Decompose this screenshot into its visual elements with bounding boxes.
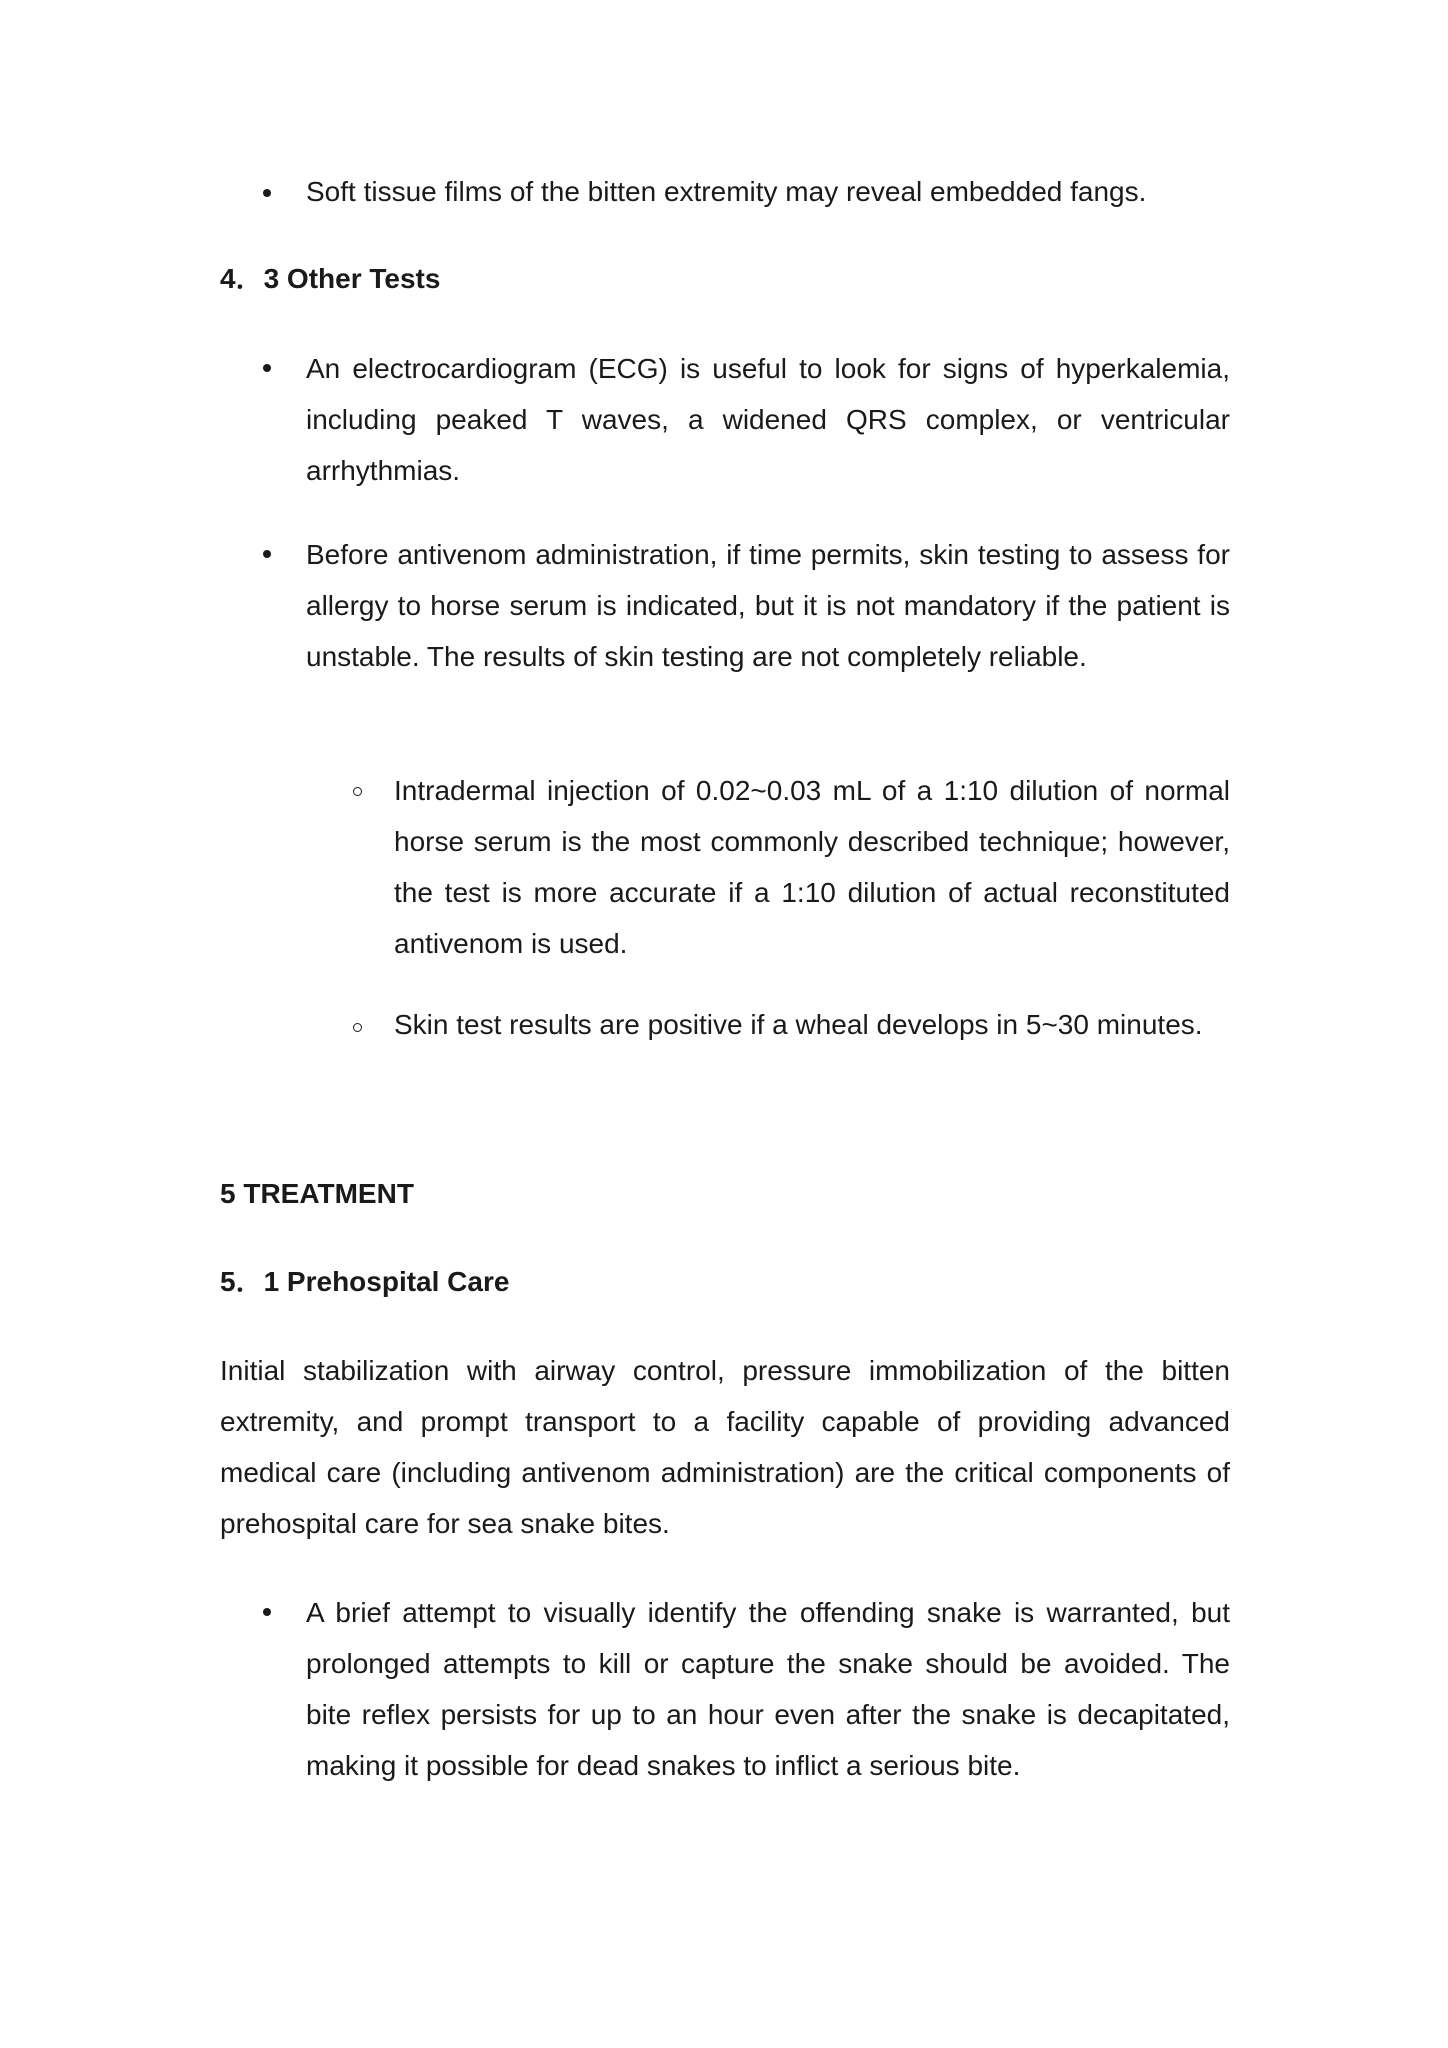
bullet-marker <box>263 364 271 372</box>
sub-bullet-positive-text: Skin test results are positive if a wheal develops in 5~30 minutes. <box>394 1009 1203 1040</box>
bullet-identify-snake-text: A brief attempt to visually identify the offending snake is warranted, but prolonged attempts to kill or capture the snake should be avoided. The bite reflex persists for up to an hour even after the snake is decapitated, making it possible for dead snakes to inflict a serious bite. <box>306 1597 1230 1781</box>
prehospital-care-paragraph: Initial stabilization with airway control, pressure immobilization of the bitten extremity, and prompt transport to a facility capable of providing advanced medical care (including antivenom administration) are the critical components of prehospital care for sea snake bites. <box>220 1355 1230 1539</box>
sub-bullet-intradermal-text: Intradermal injection of 0.02~0.03 mL of a 1:10 dilution of normal horse serum is the most commonly described technique; however, the test is more accurate if a 1:10 dilution of actual reconstituted antivenom is used. <box>394 775 1230 959</box>
bullet-ecg-text: An electrocardiogram (ECG) is useful to look for signs of hyperkalemia, including peaked T waves, a widened QRS complex, or ventricular arrhythmias. <box>306 353 1230 486</box>
sub-bullet-marker <box>353 787 362 796</box>
section-4-3-heading: 4．3 Other Tests <box>220 263 441 294</box>
bullet-marker <box>263 550 271 558</box>
bullet-skin-testing-text: Before antivenom administration, if time permits, skin testing to assess for allergy to horse serum is indicated, but it is not mandatory if the patient is unstable. The results of skin testing are not completely reliable. <box>306 539 1230 672</box>
section-5-heading: 5 TREATMENT <box>220 1178 414 1209</box>
sub-bullet-marker <box>353 1023 362 1032</box>
bullet-marker <box>263 1608 271 1616</box>
bullet-fangs-text: Soft tissue films of the bitten extremity may reveal embedded fangs. <box>306 176 1147 207</box>
section-5-1-heading: 5．1 Prehospital Care <box>220 1266 510 1297</box>
bullet-marker <box>263 189 271 197</box>
